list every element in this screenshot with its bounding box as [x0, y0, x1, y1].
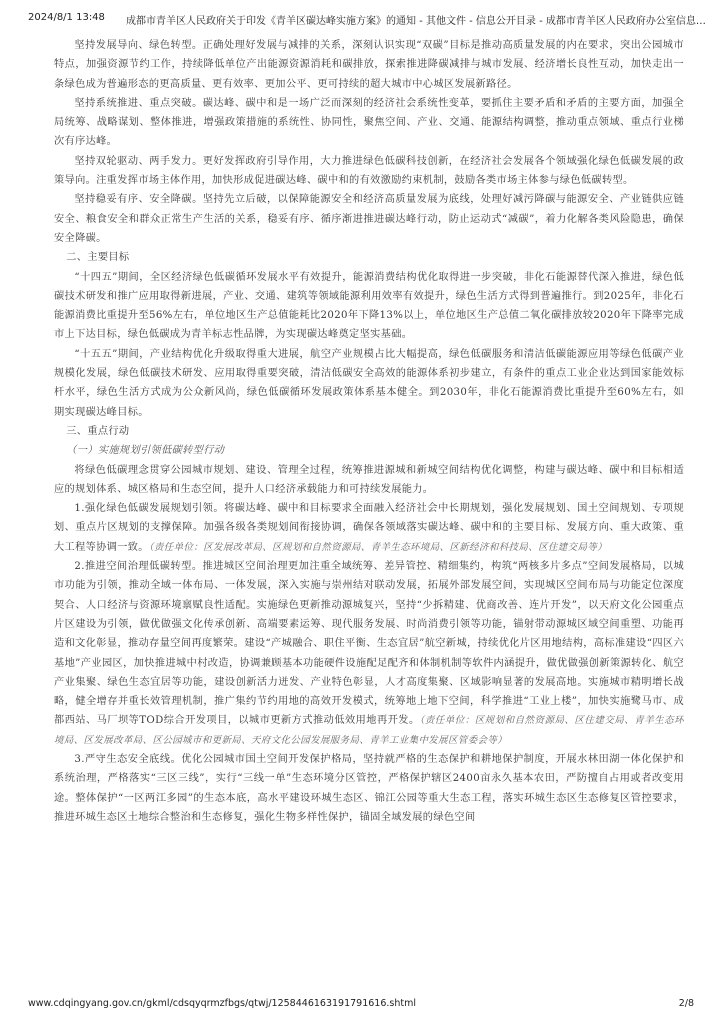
- page-number: 2/8: [678, 998, 694, 1009]
- paragraph-principle-4: 坚持稳妥有序、安全降碳。坚持先立后破，以保障能源安全和经济高质量发展为底线，处理好减污降碳与能源安全、产业链供应链安全、粮食安全和群众正常生产生活的关系，稳妥有序、循序渐进推进碳达峰行动，防止运动式“减碳”，着力化解各类风险隐患，确保安全降碳。: [54, 194, 684, 244]
- paragraph-item-1: [54, 499, 684, 557]
- section-heading-actions: 三、重点行动: [66, 425, 130, 437]
- paragraph-principle-1: 坚持发展导向、绿色转型。正确处理好发展与减排的关系，深刻认识实现“双碳”目标是推动高质量发展的内在要求，突出公园城市特点，加强资源节约工作，持续降低单位产出能源资源消耗和碳排放，探索推进降碳减排与城市发展、经济增长良性互动，加快走出一条绿色成为普遍形态的更高质量、更有效率、更加公平、更可持续的超大城市中心城区发展新路径。: [54, 40, 684, 90]
- document-title: 成都市青羊区人民政府关于印发《青羊区碳达峰实施方案》的通知 - 其他文件 - 信息公开目录 - 成都市青羊区人民政府办公室信息…: [126, 16, 706, 27]
- item-1-responsible-units: （责任单位：区发展改革局、区规划和自然资源局、青羊生态环境局、区新经济和科技局、区住建交局等）: [148, 541, 608, 553]
- document-body: [54, 36, 684, 990]
- paragraph-planning-intro: 将绿色低碳理念贯穿公园城市规划、建设、管理全过程，统筹推进源城和新城空间结构优化调整，构建与碳达峰、碳中和目标相适应的规划体系、城区格局和生态空间，提升人口经济承载能力和可持续发展能力。: [54, 464, 684, 495]
- item-2-text: 2.推进空间治理低碳转型。推进城区空间治理更加注重全域统筹、差异管控、精细集约，构筑“两核多片多点”空间发展格局，以城市功能为引领，推动全域一体布局、一体发展，深入实施与崇州结对联动发展，拓展外部发展空间，实现城区空间布局与功能定位深度契合、人口经济与资源环境禀赋良性适配。实施绿色更新推动源城复兴，坚持“少拆精建、优商改善、连片开发”，以天府文化公园重点片区建设为引领，做优做强文化传承创新、高端要素运筹、现代服务发展、时尚消费引领等功能，锚射带动源城区域空间重塑、功能再造和文化彰显，推动存量空间再度繁荣。建设“产城融合、职住平衡、生态宜居”航空新城，持续优化片区用地结构，高标准建设“四区六基地”产业园区，加快推进城中村改造，协调兼顾基本功能硬件设施配足配齐和体制机制等软件内涵提升，做优做强创新策源转化、航空产业集聚、绿色生态宜居等功能，建设创新活力迸发、产业特色彰显，人才高度集聚、区域影响显著的发展高地。实施城市精明增长战略，健全增存并重长效管理机制，推广集约节约用地的高效开发模式，统筹地上地下空间，科学推进“工业上楼”，加快实施鹭马市、成都西站、马厂坝等TOD综合开发项目，以城市更新方式推动低效用地再开发。: [54, 561, 684, 727]
- paragraph-item-3: 3.严守生态安全底线。优化公园城市国土空间开发保护格局，坚持就严格的生态保护和耕地保护制度，开展水林田湖一体化保护和系统治理，严格落实“三区三线”，实行“三线一单”生态环境分区管控，严格保护辖区2400亩永久基本农田，严防擅自占用或者改变用途。整体保护“一区两江多园”的生态本底，高水平建设环城生态区、锦江公园等重大生态工程，落实环城生态区生态修复区管控要求，推进环城生态区土地综合整治和生态修复，强化生物多样性保护，锚固全域发展的绿色空间: [54, 753, 684, 823]
- subsection-heading-planning: （一）实施规划引领低碳转型行动: [66, 445, 225, 457]
- print-footer: [0, 996, 724, 1016]
- print-datetime: 2024/8/1 13:48: [28, 12, 105, 23]
- item-2-responsible-units: （责任单位：区规划和自然资源局、区住建交局、青羊生态环境局、区发展改革局、区公园城市和更新局、天府文化公园发展服务局、青羊工业集中发展区管委会等）: [54, 715, 684, 746]
- paragraph-15th-fyp: “十五五”期间，产业结构优化升级取得重大进展，航空产业规模占比大幅提高，绿色低碳服务和清洁低碳能源应用等绿色低碳产业规模化发展，绿色低碳技术研发、应用取得重要突破，清洁低碳安全高效的能源体系初步建立，有条件的重点工业企业达到国家能效标杆水平，绿色生活方式成为公众新风尚，绿色低碳循环发展政策体系基本健全。到2030年，非化石能源消费比重提升至60%左右，如期实现碳达峰目标。: [54, 348, 684, 418]
- paragraph-14th-fyp: “十四五”期间，全区经济绿色低碳循环发展水平有效提升，能源消费结构优化取得进一步突破，非化石能源替代深入推进，绿色低碳技术研发和推广应用取得新进展，产业、交通、建筑等领域能源利用效率有效提升，绿色生活方式得到普遍推行。到2025年，非化石能源消费比重提升至56%左右，单位地区生产总值能耗比2020年下降13%以上，单位地区生产总值二氧化碳排放较2020年下降率完成市上下达目标，绿色低碳成为青羊标志性品牌，为实现碳达峰奠定坚实基础。: [54, 271, 684, 341]
- item-1-text: 1.强化绿色低碳发展规划引领。将碳达峰、碳中和目标要求全面融入经济社会中长期规划，强化发展规划、国土空间规划、专项规划、重点片区规划的支撑保障。加强各级各类规划间衔接协调，确保各领域落实碳达峰、碳中和的主要目标、发展方向、重大政策、重大工程等协调一致。: [54, 503, 684, 553]
- page-url: www.cdqingyang.gov.cn/gkml/cdsqyqrmzfbgs/qtwj/1258446163191791616.shtml: [28, 998, 416, 1009]
- paragraph-principle-2: 坚持系统推进、重点突破。碳达峰、碳中和是一场广泛而深刻的经济社会系统性变革，要抓住主要矛盾和矛盾的主要方面，加强全局统筹、战略谋划、整体推进，增强政策措施的系统性、协同性，聚焦空间、产业、交通、能源结构调整，推动重点领域、重点行业梯次有序达峰。: [54, 97, 684, 148]
- print-header: [0, 10, 724, 32]
- section-heading-goals: 二、主要目标: [66, 252, 130, 264]
- paragraph-principle-3: 坚持双轮驱动、两手发力。更好发挥政府引导作用，大力推进绿色低碳科技创新，在经济社会发展各个领域强化绿色低碳发展的政策导向。注重发挥市场主体作用，加快形成促进碳达峰、碳中和的有效激励约束机制，鼓励各类市场主体参与绿色低碳转型。: [54, 155, 684, 187]
- paragraph-item-2: [54, 557, 684, 750]
